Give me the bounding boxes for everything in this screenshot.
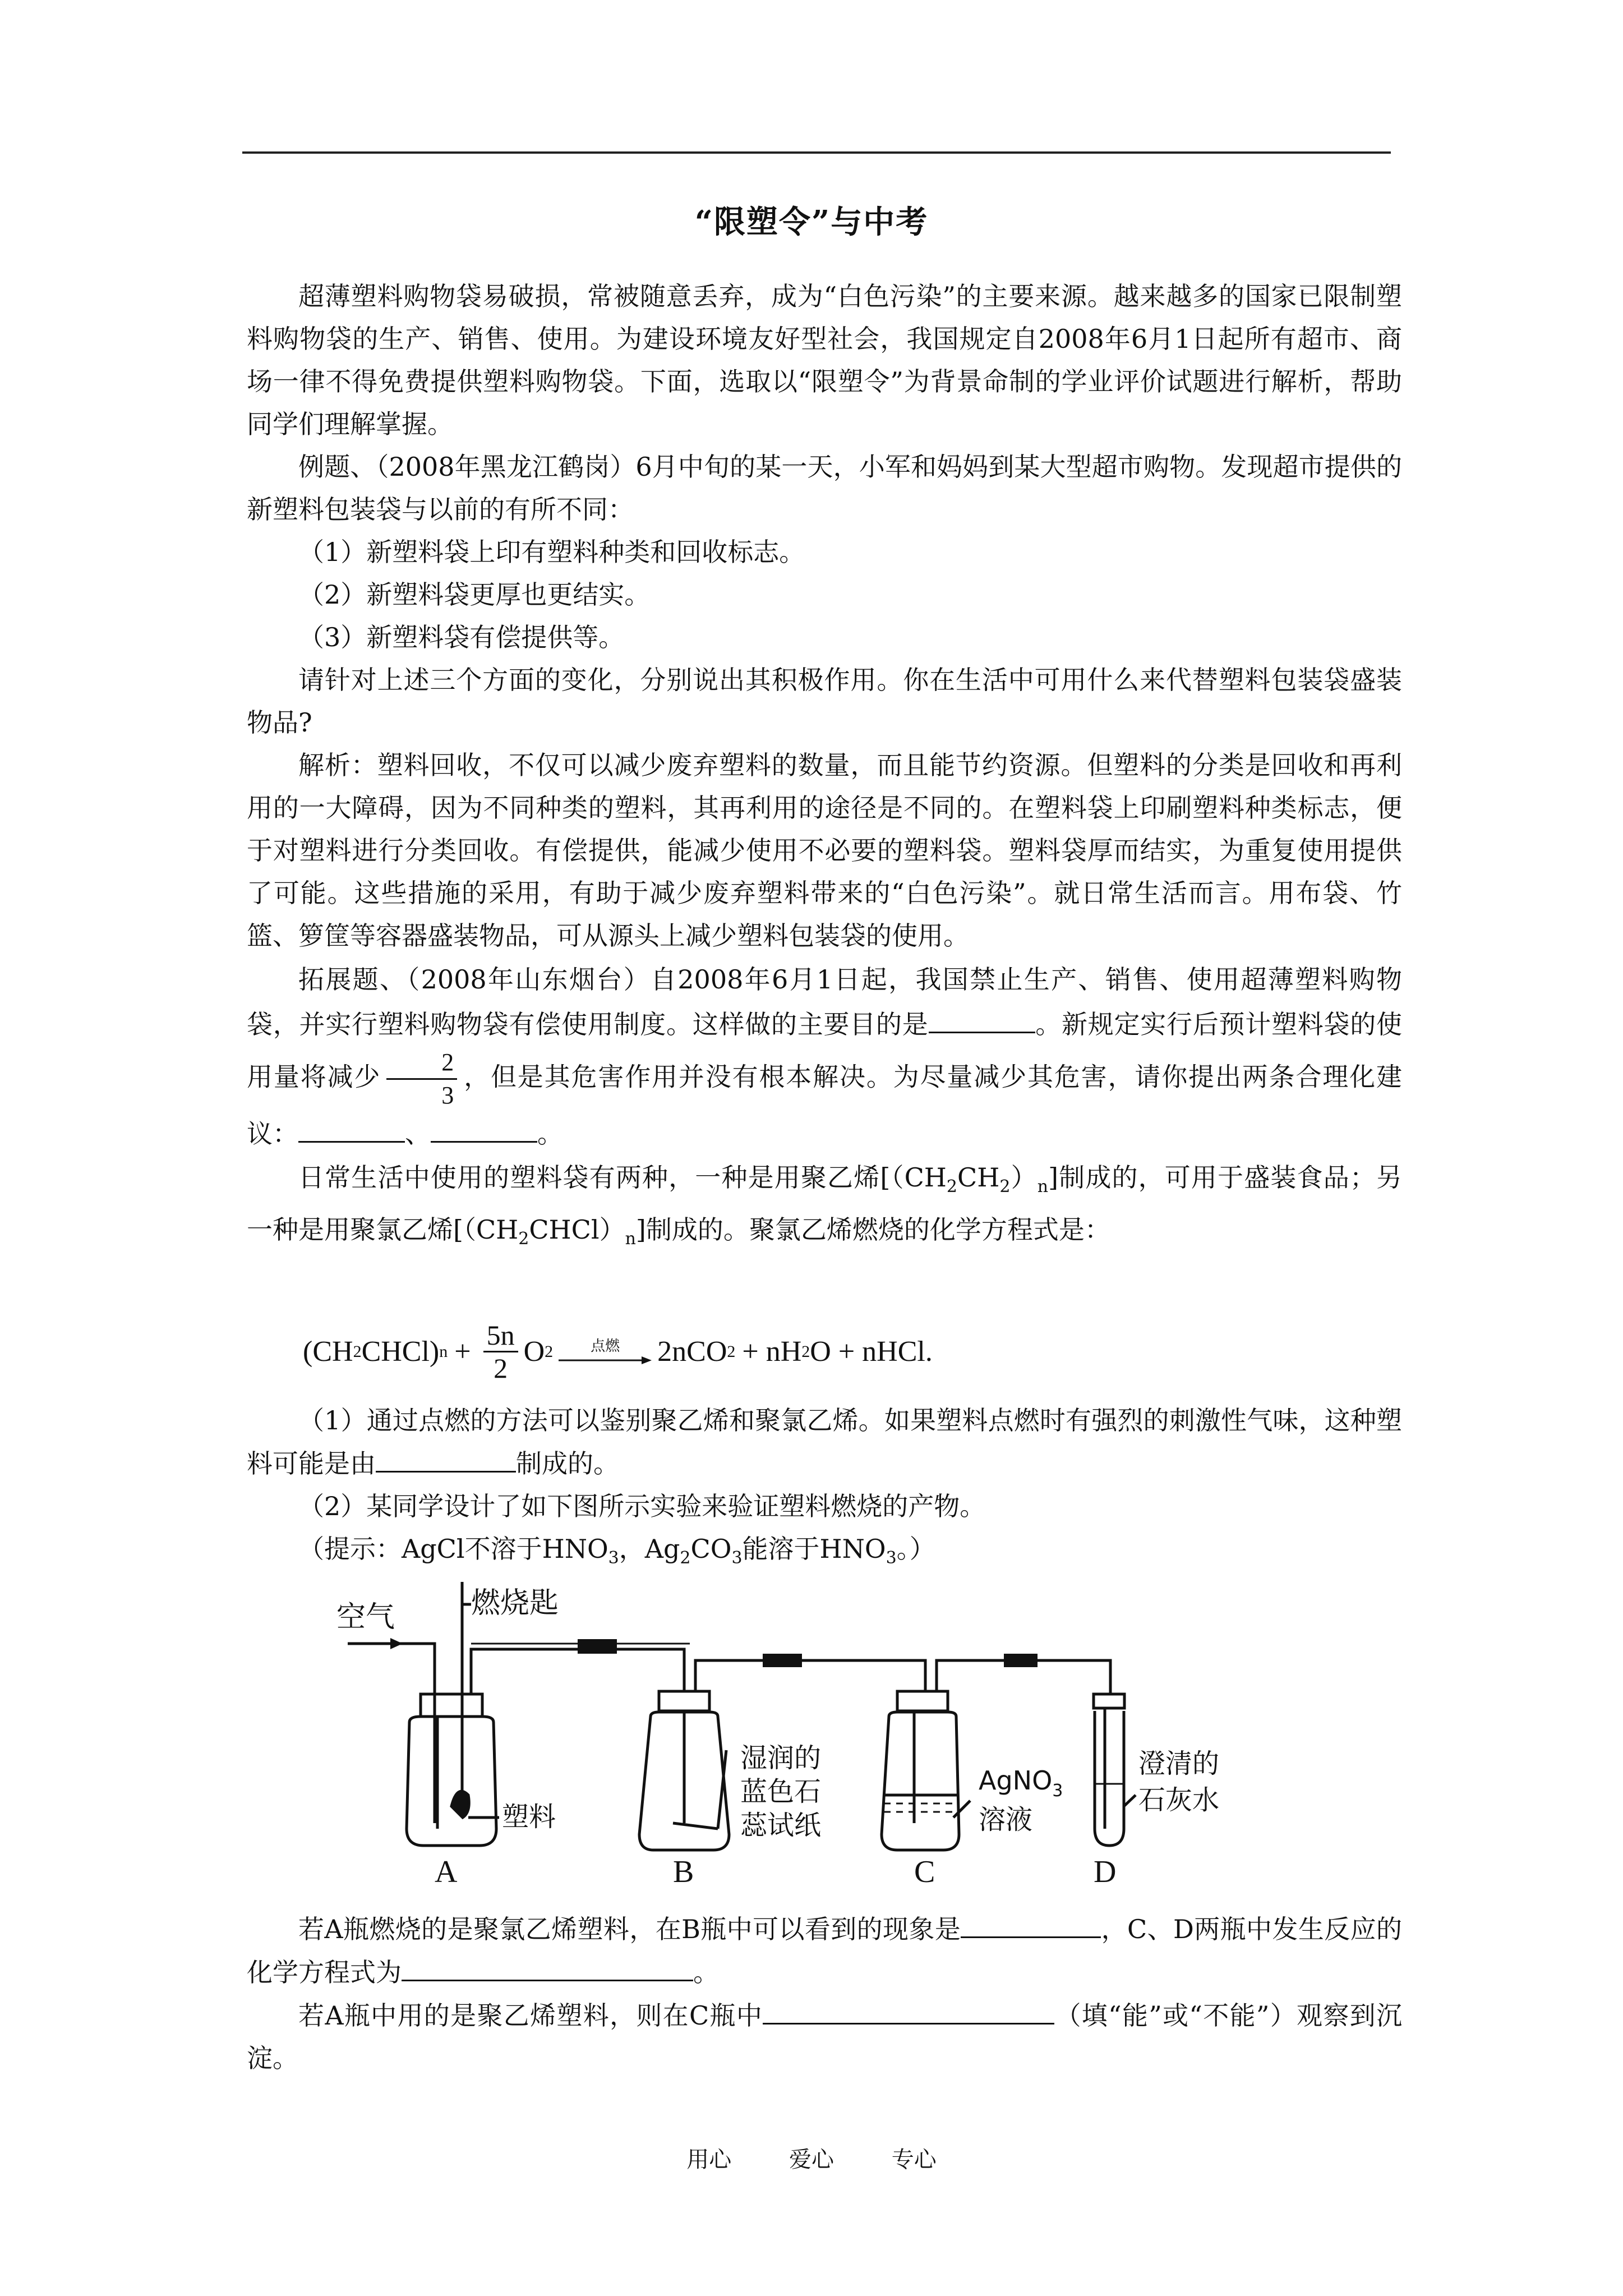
header-rule xyxy=(242,151,1391,154)
eq-oxygen: O xyxy=(523,1336,545,1368)
sub-3: 3 xyxy=(731,1548,743,1568)
agno3-text: AgNO xyxy=(979,1765,1053,1796)
solution-label: 溶液 xyxy=(979,1804,1033,1835)
bottle-a xyxy=(370,1638,556,1889)
rubber-connector xyxy=(763,1654,802,1667)
body-text-middle xyxy=(247,1399,1402,1580)
example-prompt: 请针对上述三个方面的变化，分别说出其积极作用。你在生活中可用什么来代替塑料包装袋盛装物品? xyxy=(247,665,1402,738)
answer-blank-suggestion-1[interactable] xyxy=(298,1112,405,1143)
arrow-icon xyxy=(557,1355,653,1366)
combustion-equation xyxy=(303,1319,933,1384)
bags-text-e: CHCl） xyxy=(529,1214,625,1245)
eq-dot: . xyxy=(925,1336,933,1368)
page-title: “限塑令”与中考 xyxy=(694,204,929,241)
bags-text-c: ） xyxy=(1010,1162,1038,1193)
sub-n: n xyxy=(625,1229,636,1249)
eq-rhs2: + nH xyxy=(742,1336,802,1368)
body-text-top xyxy=(247,275,1402,1260)
rubber-connector xyxy=(578,1639,617,1654)
sub-2: 2 xyxy=(680,1548,691,1568)
bags-text-a: 日常生活中使用的塑料袋有两种，一种是用聚乙烯[（CH xyxy=(298,1162,947,1193)
example-item-3: （3）新塑料袋有偿提供等。 xyxy=(298,622,625,652)
sub-2: 2 xyxy=(801,1342,810,1361)
extension-text-1: 拓展题、（2008年山东烟台）自2008年6月1日起，我国禁止生产、销售、使用超薄塑料购物袋，并实行塑料购物袋有偿使用制度。这样做的主要目的是 xyxy=(247,964,1402,1039)
sub-2: 2 xyxy=(545,1342,554,1361)
reaction-condition: 点燃 xyxy=(591,1337,620,1355)
label-d: D xyxy=(1094,1855,1117,1889)
bags-text-f: ]制成的。聚氯乙烯燃烧的化学方程式是： xyxy=(635,1214,1110,1245)
sub-3: 3 xyxy=(608,1548,619,1568)
body-text-bottom xyxy=(247,1907,1402,2079)
air-label: 空气 xyxy=(336,1600,395,1634)
sub-3: 3 xyxy=(1052,1781,1063,1801)
tube-d xyxy=(1094,1694,1219,1889)
q1-text-b: 制成的。 xyxy=(516,1448,619,1479)
sub-2: 2 xyxy=(727,1342,736,1361)
coef-denominator: 2 xyxy=(494,1352,508,1384)
hint-text-a: （提示：AgCl不溶于HNO xyxy=(298,1534,608,1564)
coef-numerator: 5n xyxy=(483,1319,518,1352)
sub-2: 2 xyxy=(946,1177,958,1197)
footer-text-1: 用心 xyxy=(686,2147,732,2173)
footer-text-2: 爱心 xyxy=(789,2147,834,2173)
q4-text-b: （填“能”或“不能”）观察到沉淀。 xyxy=(247,2000,1402,2073)
analysis-paragraph: 解析：塑料回收，不仅可以减少废弃塑料的数量，而且能节约资源。但塑料的分类是回收和再利用的一大障碍，因为不同种类的塑料，其再利用的途径是不同的。在塑料袋上印刷塑料种类标志，便于对塑料进行分类回收。有偿提供，能减少使用不必要的塑料袋。塑料袋厚而结实，为重复使用提供了可能。这些措施的采用，有助于减少废弃塑料带来的“白色污染”。就日常生活而言。用布袋、竹篮、箩筐等容器盛装物品，可从源头上减少塑料包装袋的使用。 xyxy=(247,750,1402,951)
hint-text-e: 。） xyxy=(896,1534,935,1564)
agno3-label xyxy=(979,1765,1063,1801)
sub-3: 3 xyxy=(886,1548,897,1568)
label-a: A xyxy=(435,1855,458,1889)
eq-plus: + xyxy=(454,1336,471,1368)
answer-blank-material[interactable] xyxy=(376,1442,516,1473)
fraction-denominator: 3 xyxy=(441,1082,454,1109)
answer-blank-suggestion-2[interactable] xyxy=(431,1112,537,1143)
limewater-label-1: 澄清的 xyxy=(1138,1748,1220,1779)
limewater-label-2: 石灰水 xyxy=(1138,1784,1220,1816)
spoon-label: 燃烧匙 xyxy=(471,1586,559,1620)
paper-label-2: 蓝色石 xyxy=(740,1776,822,1807)
hint-line xyxy=(247,1527,1402,1580)
bags-text-d: ]制成的，可用于盛装食品；另一种是用聚氯乙烯[（CH xyxy=(247,1162,1402,1245)
sub-n: n xyxy=(439,1342,448,1361)
eq-rhs: 2nCO xyxy=(657,1336,727,1368)
bags-text-b: CH xyxy=(957,1162,1000,1193)
hint-text-d: 能溶于HNO xyxy=(742,1534,886,1564)
answer-blank-phenomenon[interactable] xyxy=(961,1907,1101,1938)
eq-lhs2: CHCl) xyxy=(361,1336,440,1368)
reaction-arrow xyxy=(557,1338,653,1366)
q4-text-a: 若A瓶中用的是聚乙烯塑料，则在C瓶中 xyxy=(298,2000,763,2031)
hint-text-b: ，Ag xyxy=(619,1534,680,1564)
question-1 xyxy=(247,1399,1402,1485)
label-c: C xyxy=(914,1855,935,1889)
sub-2: 2 xyxy=(999,1177,1011,1197)
page-footer xyxy=(0,2142,1623,2174)
rubber-connector xyxy=(1004,1654,1038,1667)
example-item-1: （1）新塑料袋上印有塑料种类和回收标志。 xyxy=(298,537,805,567)
eq-coefficient xyxy=(483,1319,518,1384)
paper-label-3: 蕊试纸 xyxy=(740,1810,822,1841)
q3-text-a: 若A瓶燃烧的是聚氯乙烯塑料，在B瓶中可以看到的现象是 xyxy=(298,1914,961,1944)
question-4 xyxy=(247,1994,1402,2079)
period: 。 xyxy=(537,1119,563,1149)
paper-label-1: 湿润的 xyxy=(740,1742,822,1774)
apparatus-figure xyxy=(336,1582,1223,1896)
label-b: B xyxy=(673,1855,694,1889)
eq-rhs3: O + nHCl xyxy=(810,1336,925,1368)
question-2: （2）某同学设计了如下图所示实验来验证塑料燃烧的产物。 xyxy=(298,1491,986,1521)
extension-text-2: 。新规定实行后预计塑料袋的使用量将减少 xyxy=(247,1009,1402,1092)
hint-text-c: CO xyxy=(690,1534,732,1564)
example-item-2: （2）新塑料袋更厚也更结实。 xyxy=(298,579,651,610)
separator: 、 xyxy=(405,1119,431,1149)
bags-paragraph xyxy=(247,1156,1402,1260)
extension-text-3: ，但是其危害作用并没有根本解决。为尽量减少其危害，请你提出两条合理化建议： xyxy=(247,1061,1402,1149)
q3-text-b: ，C、D两瓶中发生反应的化学方程式为 xyxy=(247,1914,1402,1987)
q3-text-c: 。 xyxy=(693,1957,719,1987)
plastic-label: 塑料 xyxy=(502,1801,556,1833)
bottle-c xyxy=(882,1691,1063,1889)
fraction-numerator: 2 xyxy=(386,1047,457,1080)
answer-blank-purpose[interactable] xyxy=(929,1002,1035,1033)
answer-blank-equation[interactable] xyxy=(402,1950,693,1981)
sub-2: 2 xyxy=(353,1342,362,1361)
extension-question xyxy=(247,957,1402,1156)
sub-n: n xyxy=(1037,1177,1049,1197)
intro-paragraph: 超薄塑料购物袋易破损，常被随意丢弃，成为“白色污染”的主要来源。越来越多的国家已限制塑料购物袋的生产、销售、使用。为建设环境友好型社会，我国规定自2008年6月1日起所有超市、商场一律不得免费提供塑料购物袋。下面，选取以“限塑令”为背景命制的学业评价试题进行解析，帮助同学们理解掌握。 xyxy=(247,281,1402,439)
fraction-two-thirds xyxy=(386,1047,457,1111)
sub-2: 2 xyxy=(518,1229,529,1249)
eq-lhs: (CH xyxy=(303,1336,353,1368)
question-3 xyxy=(247,1907,1402,1994)
q1-text-a: （1）通过点燃的方法可以鉴别聚乙烯和聚氯乙烯。如果塑料点燃时有强烈的刺激性气味，这种塑料可能是由 xyxy=(247,1405,1402,1479)
answer-blank-precipitate[interactable] xyxy=(763,1994,1054,2024)
example-question: 例题、（2008年黑龙江鹤岗）6月中旬的某一天，小军和妈妈到某大型超市购物。发现超市提供的新塑料包装袋与以前的有所不同： xyxy=(247,452,1402,524)
bottle-b xyxy=(639,1691,821,1889)
footer-text-3: 专心 xyxy=(891,2147,937,2173)
